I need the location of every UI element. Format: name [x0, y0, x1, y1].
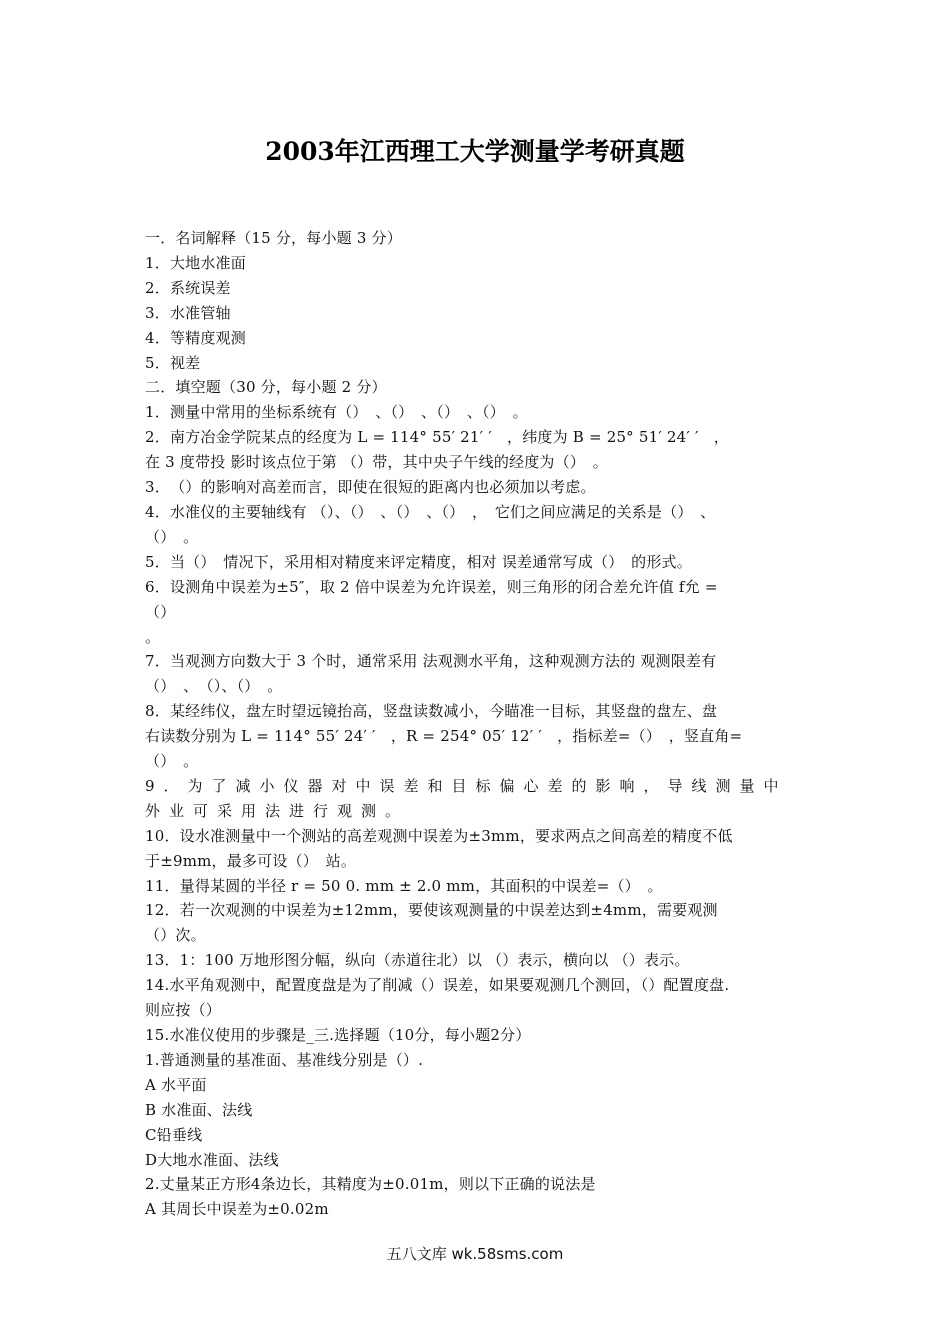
question-line: （） 、 （）、（） 。	[145, 677, 283, 696]
question-line-justified: 9．为了减小仪器对中误差和目标偏心差的影响，导线测量中	[145, 776, 788, 795]
document-title: 2003年江西理工大学测量学考研真题	[265, 137, 685, 166]
question-line: 2.丈量某正方形4条边长，其精度为±0.01m，则以下正确的说法是	[145, 1175, 596, 1194]
question-line: （）次。	[145, 926, 206, 945]
question-line: 右读数分别为 L = 114° 55′ 24′ ′ ，R = 254° 05′ 12′ ′ ，指标差=（） ，竖直角=	[145, 727, 743, 746]
question-line-justified: 外业可采用法进行观测。	[145, 801, 410, 820]
document-body	[145, 226, 810, 1222]
choice-option: B 水准面、法线	[145, 1100, 253, 1119]
section-heading: 一．名词解释（15 分，每小题 3 分）	[145, 229, 402, 247]
question-line: 6．设测角中误差为±5″，取 2 倍中误差为允许误差，则三角形的闭合差允许值 f允 =	[145, 577, 718, 596]
question-line: 8．某经纬仪，盘左时望远镜抬高，竖盘读数减小，今瞄准一目标，其竖盘的盘左、盘	[145, 702, 718, 721]
question-line: 1．测量中常用的坐标系统有（） 、（） 、（） 、（） 。	[145, 403, 528, 422]
question-line: （）	[145, 602, 176, 621]
term-item: 3．水准管轴	[145, 303, 231, 322]
question-line: 7．当观测方向数大于 3 个时，通常采用 法观测水平角，这种观测方法的 观测限差有	[145, 652, 717, 671]
term-item: 5．视差	[145, 353, 201, 372]
choice-option: A 其周长中误差为±0.02m	[145, 1200, 329, 1219]
choice-option: D大地水准面、法线	[145, 1150, 279, 1169]
question-line: 于±9mm，最多可设（） 站。	[145, 851, 357, 870]
question-line: 14.水平角观测中，配置度盘是为了削减（）误差，如果要观测几个测回，（）配置度盘.	[145, 976, 730, 995]
question-line: 。	[145, 627, 161, 646]
question-line: 2．南方冶金学院某点的经度为 L = 114° 55′ 21′ ′ ，纬度为 B = 25° 51′ 24′ ′ ，	[145, 428, 729, 447]
question-line: 12．若一次观测的中误差为±12mm，要使该观测量的中误差达到±4mm，需要观测	[145, 901, 718, 920]
question-line: 10．设水准测量中一个测站的高差观测中误差为±3mm，要求两点之间高差的精度不低	[145, 826, 733, 845]
question-line: （） 。	[145, 752, 199, 771]
term-item: 2．系统误差	[145, 278, 231, 297]
question-line: 3． （）的影响对高差而言，即使在很短的距离内也必须加以考虑。	[145, 478, 596, 497]
question-line: 13．1：100 万地形图分幅，纵向（赤道往北）以 （）表示，横向以 （）表示。	[145, 951, 690, 970]
question-line: 5．当（） 情况下，采用相对精度来评定精度，相对 误差通常写成（） 的形式。	[145, 552, 692, 571]
question-line: 在 3 度带投 影时该点位于第 （）带，其中央子午线的经度为（） 。	[145, 453, 608, 472]
section-heading: 二．填空题（30 分，每小题 2 分）	[145, 378, 387, 397]
question-line: 11．量得某圆的半径 r = 50 0. mm ± 2.0 mm，其面积的中误差=（） 。	[145, 876, 663, 895]
page-footer: 五八文库 wk.58sms.com	[386, 1245, 564, 1263]
question-line: 15.水准仪使用的步骤是_三.选择题（10分，每小题2分）	[145, 1026, 531, 1044]
term-item: 1．大地水准面	[145, 253, 246, 272]
choice-option: A 水平面	[145, 1075, 207, 1094]
choice-option: C铅垂线	[145, 1125, 203, 1144]
question-line: 1.普通测量的基准面、基准线分别是（）.	[145, 1050, 424, 1069]
question-line: 则应按（）	[145, 1001, 222, 1020]
question-line: （） 。	[145, 527, 199, 546]
term-item: 4．等精度观测	[145, 328, 246, 347]
question-line: 4．水准仪的主要轴线有 （）、（） 、（） 、（） ， 它们之间应满足的关系是（） 、	[145, 502, 716, 521]
